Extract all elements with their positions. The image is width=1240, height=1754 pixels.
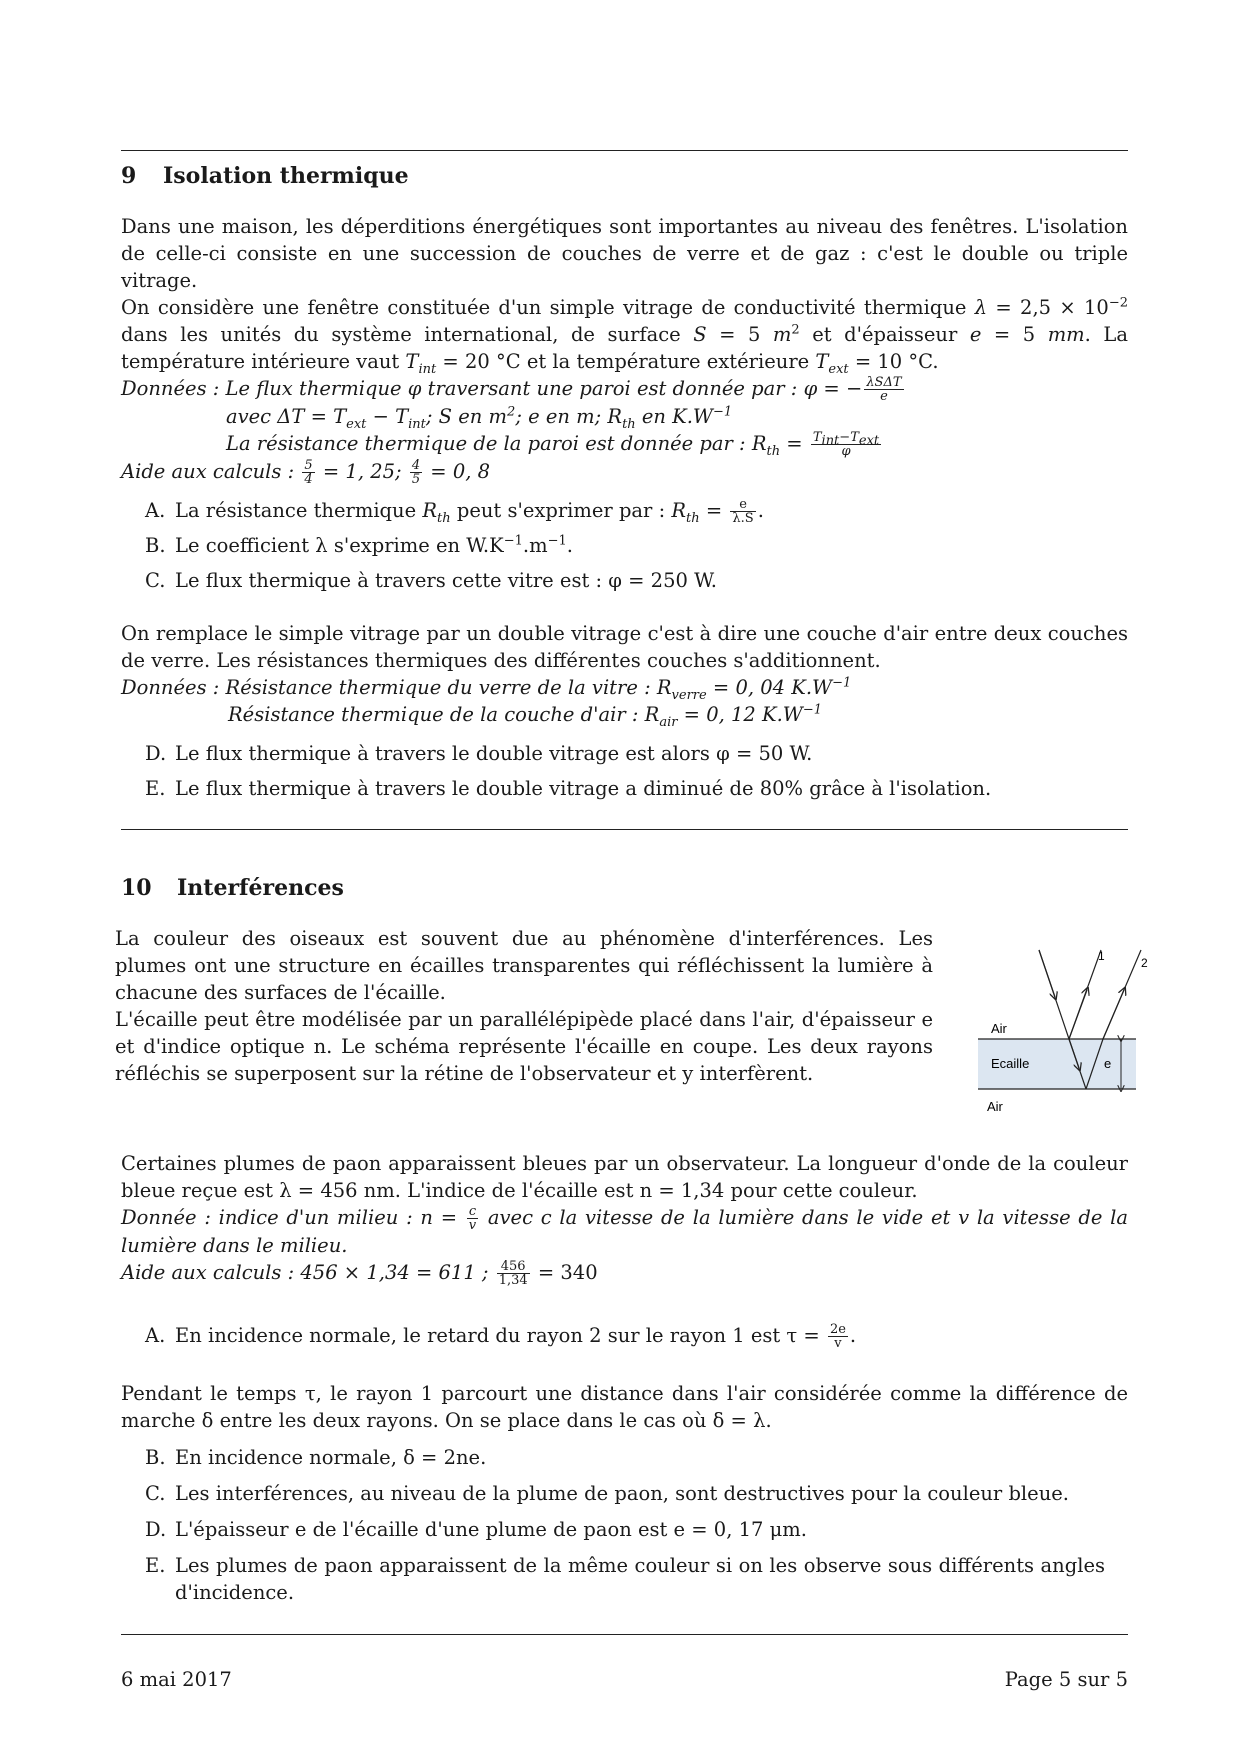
divider-middle <box>121 829 1128 830</box>
section-9-intro: Dans une maison, les déperditions énergétiques sont importantes au niveau des fenêtres. L'isolation de celle-ci consiste en une succession de couches de verre et de gaz : c'est le double ou triple vitrage. On considère une fenêtre constituée d'un simple vitrage de conductivité thermique $\lambda = 2,5 \times 10^{-2}$ dans les unités du système international, de surface S = 5 $m^2$ et d'épaisseur e = 5 mm. La température intérieure vaut $T_{int} = 20$ °C et la température extérieure $T_{ext} = 10$ °C. Données : Le flux thermique φ traversant une paroi est donnée par : φ = − $\frac{\text{λSΔT}}{e}$ avec $\Delta T = T_{ext} - T_{int}$; S en $m^2$; e en m; $R_{th}$ en $K.W^{-1}$ La résistance thermique de la paroi est donnée par : $R_{th}$ = $\frac{T_{int}-T_{ext}}{\varphi}$ Aide aux calculs : $\frac{5}{4}$ = 1, 25; $\frac{4}{5}$ = 0, 8 <box>121 215 1128 487</box>
interference-diagram <box>851 935 1151 1125</box>
question-9E: E. Le flux thermique à travers le double vitrage a diminué de 80% grâce à l'isolation. <box>145 777 992 800</box>
section-10-body: Certaines plumes de paon apparaissent bleues par un observateur. La longueur d'onde de la couleur bleue reçue est λ = 456 nm. L'indice de l'écaille est n = 1,34 pour cette couleur. Donnée : indice d'un milieu : n = $\frac{c}{v}$ avec c la vitesse de la lumière dans le vide et v la vitesse de la lumière dans le milieu. Aide aux calculs : 456 × 1,34 = 611 ; $\frac{456}{1,34}$ = 340 <box>121 1152 1128 1288</box>
label-air-top: Air <box>991 1021 1007 1036</box>
footer-page: Page 5 sur 5 <box>1004 1668 1128 1691</box>
section-10-para3: Pendant le temps τ, le rayon 1 parcourt une distance dans l'air considérée comme la différence de marche δ entre les deux rayons. On se place dans le cas où δ = λ. <box>121 1382 1128 1432</box>
section-10-donnee: Donnée : indice d'un milieu : n = $\frac{c}{v}$ avec c la vitesse de la lumière dans le vide et v la vitesse de la lumière dans le milieu. <box>121 1204 1128 1257</box>
section-9-donnees-line2: avec $\Delta T = T_{ext} - T_{int}$; S en $m^2$; e en m; $R_{th}$ en $K.W^{-1}$ <box>226 404 733 432</box>
section-9-double: On remplace le simple vitrage par un double vitrage c'est à dire une couche d'air entre deux couches de verre. Les résistances thermiques des différentes couches s'additionnent. Données : Résistance thermique du verre de la vitre : $R_{verre} = 0$, 04 $K.W^{-1}$ Résistance thermique de la couche d'air : $R_{air} = 0$, 12 $K.W^{-1}$ <box>121 622 1128 730</box>
incident-arrow <box>1039 950 1055 997</box>
section-9-title: 9 Isolation thermique <box>121 163 409 189</box>
page <box>115 0 1148 1754</box>
section-9-donnees-2: Données : Résistance thermique du verre de la vitre : $R_{verre} = 0$, 04 $K.W^{-1}$ <box>121 675 852 703</box>
ray-1-arrow <box>1069 990 1087 1039</box>
section-9-donnees: Données : Le flux thermique φ traversant une paroi est donnée par : φ = − $\frac{\text{λSΔT}}{e}$ <box>121 375 902 404</box>
section-9-aide: Aide aux calculs : $\frac{5}{4}$ = 1, 25; $\frac{4}{5}$ = 0, 8 <box>121 458 491 487</box>
section-10-aide: Aide aux calculs : 456 × 1,34 = 611 ; $\frac{456}{1,34}$ = 340 <box>121 1259 598 1288</box>
label-ray-2: 2 <box>1141 956 1148 970</box>
section-9-donnees-2-line2: Résistance thermique de la couche d'air : $R_{air} = 0$, 12 $K.W^{-1}$ <box>228 702 822 730</box>
question-9A: A. La résistance thermique $R_{th}$ peut s'exprimer par : $R_{th}$ = $\frac{e}{\lambda.S}$ . <box>145 497 764 526</box>
section-10-intro: La couleur des oiseaux est souvent due au phénomène d'interférences. Les plumes ont une structure en écailles transparentes qui réfléchissent la lumière à chacune des surfaces de l'écaille. L'écaille peut être modélisée par un parallélépipède placé dans l'air, d'épaisseur e et d'indice optique n. Le schéma représente l'écaille en coupe. Les deux rayons réfléchis se superposent sur la rétine de l'observateur et y interfèrent. <box>115 927 933 1085</box>
label-thickness: e <box>1104 1056 1112 1071</box>
section-9-donnees-line3: La résistance thermique de la paroi est donnée par : $R_{th}$ = $\frac{T_{int}-T_{ext}}{\varphi}$ <box>226 430 880 459</box>
label-air-bottom: Air <box>987 1099 1003 1114</box>
ray-2-arrow <box>1103 990 1124 1039</box>
question-9D: D. Le flux thermique à travers le double vitrage est alors φ = 50 W. <box>145 742 813 765</box>
label-layer: Ecaille <box>991 1056 1030 1071</box>
footer-date: 6 mai 2017 <box>121 1668 232 1691</box>
section-10-title: 10 Interférences <box>121 875 344 901</box>
question-10A: A. En incidence normale, le retard du rayon 2 sur le rayon 1 est τ = $\frac{2e}{v}$ . <box>145 1322 857 1351</box>
question-10E: E. Les plumes de paon apparaissent de la même couleur si on les observe sous différents angles d'incidence. <box>145 1554 1105 1604</box>
divider-bottom <box>121 1634 1128 1635</box>
question-9B: B. Le coefficient λ s'exprime en $W.K^{-1}.m^{-1}$. <box>145 533 573 557</box>
question-10C: C. Les interférences, au niveau de la plume de paon, sont destructives pour la couleur bleue. <box>145 1482 1070 1505</box>
question-9C: C. Le flux thermique à travers cette vitre est : φ = 250 W. <box>145 569 717 592</box>
question-10B: B. En incidence normale, δ = 2ne. <box>145 1446 487 1469</box>
question-10D: D. L'épaisseur e de l'écaille d'une plume de paon est e = 0, 17 μm. <box>145 1518 807 1541</box>
section-9-setup: On considère une fenêtre constituée d'un simple vitrage de conductivité thermique $\lambda = 2,5 \times 10^{-2}$ dans les unités du système international, de surface S = 5 $m^2$ et d'épaisseur e = 5 mm. La température intérieure vaut $T_{int} = 20$ °C et la température extérieure $T_{ext} = 10$ °C. <box>121 295 1128 377</box>
label-ray-1: 1 <box>1098 949 1105 963</box>
divider-top <box>121 150 1128 151</box>
